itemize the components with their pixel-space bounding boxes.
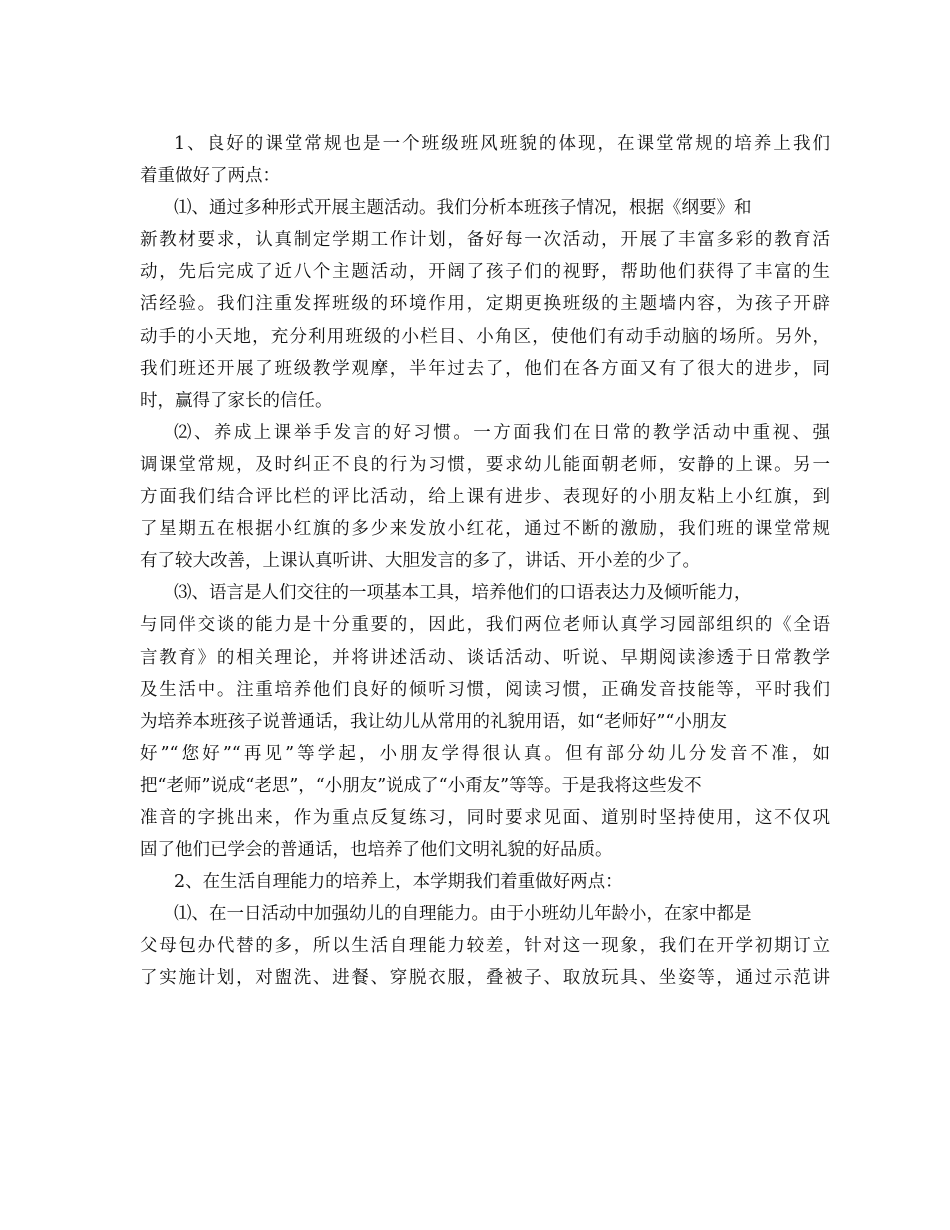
text-line: 言教育》的相关理论，并将讲述活动、谈话活动、听说、早期阅读渗透于日常教学 (140, 647, 830, 668)
text-line: 着重做好了两点： (140, 166, 280, 187)
text-line: 为培养本班孩子说普通话，我让幼儿从常用的礼貌用语，如“老师好”“小朋友 (140, 711, 727, 732)
text-line: 与同伴交谈的能力是十分重要的，因此，我们两位老师认真学习园部组织的《全语 (140, 615, 830, 636)
text-line: 活经验。我们注重发挥班级的环境作用，定期更换班级的主题墙内容，为孩子开辟 (140, 294, 830, 315)
text-line: 把“老师”说成“老思”，“小朋友”说成了“小甭友”等等。于是我将这些发不 (140, 775, 702, 796)
text-line: 有了较大改善，上课认真听讲、大胆发言的多了，讲话、开小差的少了。 (140, 551, 700, 572)
text-line: 父母包办代替的多，所以生活自理能力较差，针对这一现象，我们在开学初期订立 (140, 936, 830, 957)
text-line: 我们班还开展了班级教学观摩，半年过去了，他们在各方面又有了很大的进步，同 (140, 358, 830, 379)
text-line: ⑶、语言是人们交往的一项基本工具，培养他们的口语表达力及倾听能力， (174, 583, 752, 604)
text-line: 及生活中。注重培养他们良好的倾听习惯，阅读习惯，正确发音技能等，平时我们 (140, 679, 830, 700)
text-line: 了实施计划，对盥洗、进餐、穿脱衣服，叠被子、取放玩具、坐姿等，通过示范讲 (140, 968, 830, 989)
text-line: ⑴、在一日活动中加强幼儿的自理能力。由于小班幼儿年龄小，在家中都是 (174, 904, 752, 925)
text-line: 固了他们已学会的普通话，也培养了他们文明礼貌的好品质。 (140, 840, 613, 861)
text-line: 1、良好的课堂常规也是一个班级班风班貌的体现，在课堂常规的培养上我们 (174, 134, 830, 154)
text-line: 时，赢得了家长的信任。 (140, 390, 333, 411)
text-line: 调课堂常规，及时纠正不良的行为习惯，要求幼儿能面朝老师，安静的上课。另一 (140, 454, 830, 475)
text-line: 好”“您好”“再见”等学起，小朋友学得很认真。但有部分幼儿分发音不准，如 (140, 743, 830, 764)
text-line: 动，先后完成了近八个主题活动，开阔了孩子们的视野，帮助他们获得了丰富的生 (140, 262, 830, 283)
text-line: 了星期五在根据小红旗的多少来发放小红花，通过不断的激励，我们班的课堂常规 (140, 519, 830, 540)
text-line: 2、在生活自理能力的培养上，本学期我们着重做好两点： (174, 872, 623, 893)
text-line: ⑴、通过多种形式开展主题活动。我们分析本班孩子情况，根据《纲要》和 (174, 198, 752, 219)
text-line: 准音的字挑出来，作为重点反复练习，同时要求见面、道别时坚持使用，这不仅巩 (140, 807, 830, 828)
text-line: 方面我们结合评比栏的评比活动，给上课有进步、表现好的小朋友粘上小红旗，到 (140, 487, 830, 508)
text-line: 新教材要求，认真制定学期工作计划，备好每一次活动，开展了丰富多彩的教育活 (140, 230, 830, 251)
text-line: ⑵、养成上课举手发言的好习惯。一方面我们在日常的教学活动中重视、强 (174, 422, 830, 443)
document-body (140, 128, 830, 995)
text-line: 动手的小天地，充分利用班级的小栏目、小角区，使他们有动手动脑的场所。另外， (140, 326, 830, 347)
